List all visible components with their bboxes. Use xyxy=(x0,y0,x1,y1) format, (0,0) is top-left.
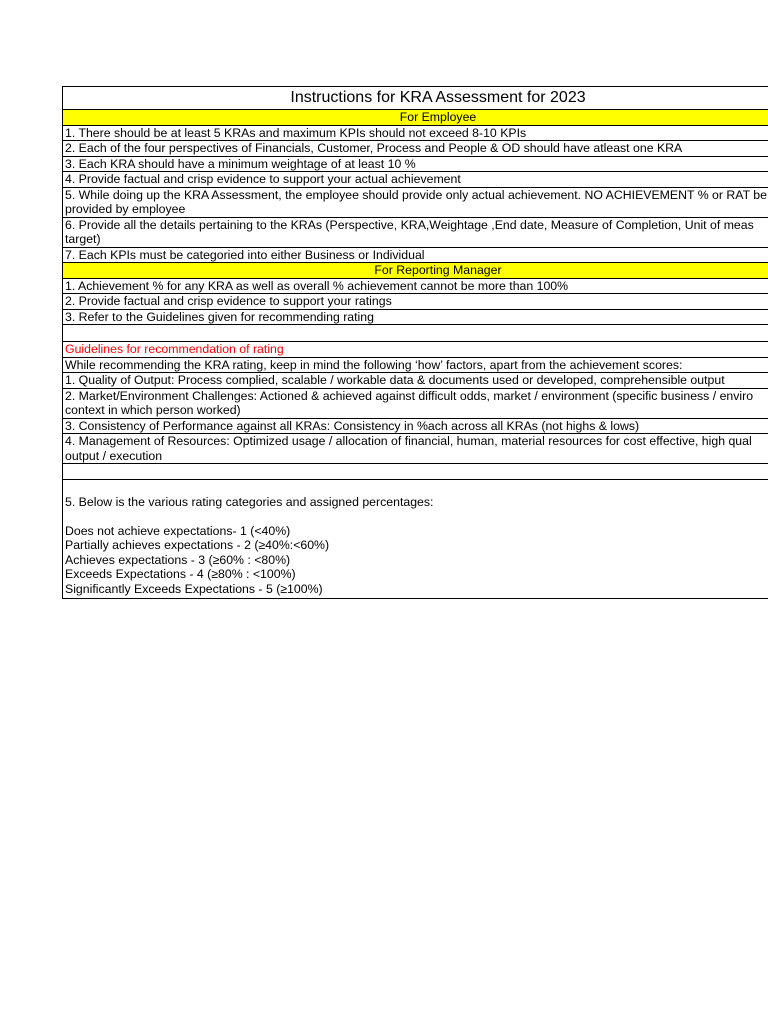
employee-item: 7. Each KPIs must be categoried into either Business or Individual xyxy=(63,248,768,264)
employee-item: 4. Provide factual and crisp evidence to support your actual achievement xyxy=(63,172,768,188)
guideline-item: 1. Quality of Output: Process complied, scalable / workable data & documents used or developed, comprehensible output xyxy=(63,373,768,389)
guideline-item: 4. Management of Resources: Optimized usage / allocation of financial, human, material resources for cost effective, high qual output / execution xyxy=(63,434,768,464)
rating-categories-cell xyxy=(63,495,768,599)
guidelines-intro: While recommending the KRA rating, keep in mind the following ‘how’ factors, apart from the achievement scores: xyxy=(63,358,768,374)
employee-section-header: For Employee xyxy=(63,110,768,126)
sheet-title: Instructions for KRA Assessment for 2023 xyxy=(63,87,768,110)
employee-item: 3. Each KRA should have a minimum weightage of at least 10 % xyxy=(63,157,768,173)
employee-item: 5. While doing up the KRA Assessment, the employee should provide only actual achievement. NO ACHIEVEMENT % or RAT be provided by employee xyxy=(63,188,768,218)
rating-category: Significantly Exceeds Expectations - 5 (≥100%) xyxy=(65,581,323,596)
manager-item: 1. Achievement % for any KRA as well as overall % achievement cannot be more than 100% xyxy=(63,279,768,295)
rating-category: Exceeds Expectations - 4 (≥80% : <100%) xyxy=(65,567,296,581)
guidelines-heading: Guidelines for recommendation of rating xyxy=(63,342,768,358)
employee-item: 6. Provide all the details pertaining to the KRAs (Perspective, KRA,Weightage ,End date, Measure of Completion, Unit of meas target) xyxy=(63,218,768,248)
employee-item: 2. Each of the four perspectives of Financials, Customer, Process and People & OD should have atleast one KRA xyxy=(63,141,768,157)
instruction-sheet xyxy=(62,86,768,599)
rating-categories-intro: 5. Below is the various rating categories and assigned percentages: xyxy=(65,495,434,509)
guideline-item: 3. Consistency of Performance against all KRAs: Consistency in %ach across all KRAs (not highs & lows) xyxy=(63,419,768,435)
rating-category: Achieves expectations - 3 (≥60% : <80%) xyxy=(65,552,291,567)
guideline-item: 2. Market/Environment Challenges: Actioned & achieved against difficult odds, market / environment (specific business / enviro context in which person worked) xyxy=(63,389,768,419)
manager-item: 2. Provide factual and crisp evidence to support your ratings xyxy=(63,294,768,310)
manager-section-header: For Reporting Manager xyxy=(63,263,768,279)
rating-category: Partially achieves expectations - 2 (≥40%:<60%) xyxy=(65,538,330,552)
empty-row xyxy=(63,464,768,480)
manager-item: 3. Refer to the Guidelines given for recommending rating xyxy=(63,310,768,326)
rating-category: Does not achieve expectations- 1 (<40%) xyxy=(65,523,291,538)
employee-item: 1. There should be at least 5 KRAs and maximum KPIs should not exceed 8-10 KPIs xyxy=(63,126,768,142)
empty-row xyxy=(63,325,768,342)
